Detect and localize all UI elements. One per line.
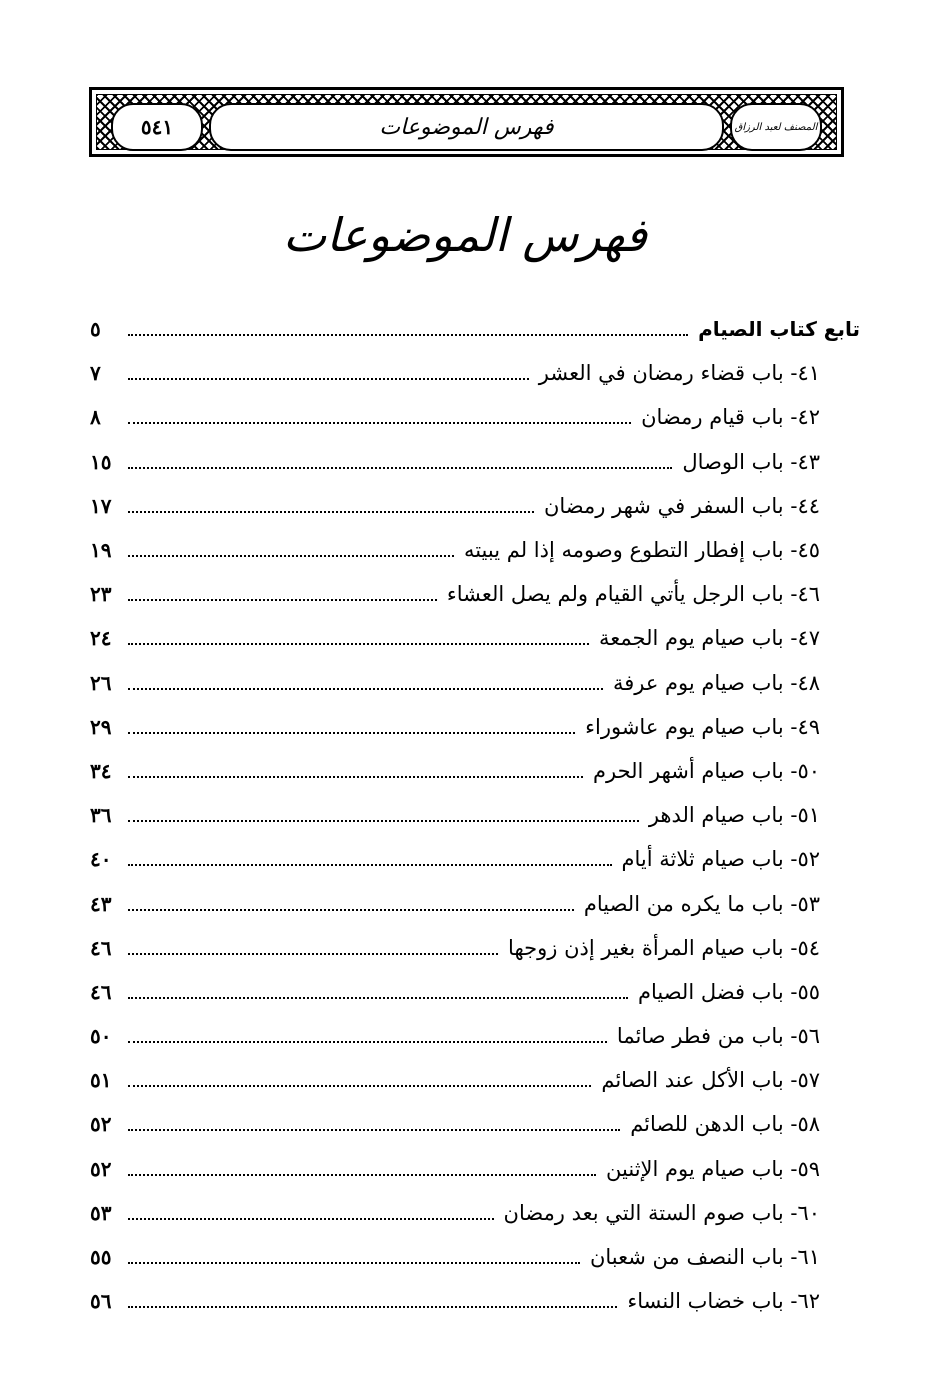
dot-leader [128,864,612,866]
toc-entry-page: ٤٦ [90,935,112,960]
toc-entry-label: ٤٤- باب السفر في شهر رمضان [538,494,820,518]
dot-leader [128,378,529,380]
toc-entry-page: ٣٦ [90,803,112,828]
dot-leader [128,1218,494,1220]
dot-leader [128,1174,596,1176]
toc-entry [90,793,860,837]
toc-entry-label: ٦٢- باب خضاب النساء [621,1289,820,1313]
toc-entry [90,1102,860,1146]
dot-leader [128,555,454,557]
toc-entry [90,1058,860,1102]
page-number-frame [111,103,203,151]
toc-entry-page: ٢٦ [90,670,112,695]
dot-leader [128,1041,607,1043]
toc-entry-label: ٤٧- باب صيام يوم الجمعة [593,626,820,650]
dot-leader [128,820,639,822]
toc-entry-page: ٥٠ [90,1024,112,1049]
running-title-frame [209,103,724,151]
table-of-contents [90,307,860,1323]
dot-leader [128,1129,620,1131]
toc-entry [90,1279,860,1323]
toc-entry [90,440,860,484]
toc-entry-page: ١٩ [90,538,112,563]
dot-leader [128,1262,580,1264]
dot-leader [128,599,437,601]
dot-leader [128,334,688,336]
toc-entry-page: ٥٥ [90,1245,112,1270]
toc-entry-label: ٥٠- باب صيام أشهر الحرم [587,759,820,783]
toc-entry-page: ٢٣ [90,582,112,607]
toc-entry-page: ٥٣ [90,1200,112,1225]
toc-entry-label: ٥٧- باب الأكل عند الصائم [595,1068,820,1092]
dot-leader [128,688,603,690]
toc-entry-page: ١٥ [90,449,112,474]
dot-leader [128,1085,591,1087]
toc-entry [90,926,860,970]
dot-leader [128,422,631,424]
toc-entry-page: ٧ [90,361,101,386]
toc-entry-page: ٢٤ [90,626,112,651]
toc-entry [90,837,860,881]
toc-entry-label: ٤١- باب قضاء رمضان في العشر [533,361,820,385]
toc-entry-label: ٤٣- باب الوصال [676,450,820,474]
toc-entry-label: ٤٨- باب صيام يوم عرفة [607,671,820,695]
toc-entry-page: ٤٣ [90,891,112,916]
running-title: فهرس الموضوعات [379,114,554,140]
toc-entry [90,970,860,1014]
toc-entry-page: ٥٢ [90,1156,112,1181]
dot-leader [128,467,672,469]
toc-entry-label: ٥٨- باب الدهن للصائم [624,1112,820,1136]
toc-entry-label: ٥٤- باب صيام المرأة بغير إذن زوجها [502,936,820,960]
toc-entry-label: ٦١- باب النصف من شعبان [584,1245,820,1269]
toc-section-heading [90,307,860,351]
toc-entry-label: ٥٢- باب صيام ثلاثة أيام [616,847,821,871]
page-number: ٥٤١ [140,115,174,139]
toc-entry-label: ٦٠- باب صوم الستة التي بعد رمضان [498,1201,820,1225]
toc-entry-label: ٥٣- باب ما يكره من الصيام [578,892,820,916]
toc-entry-page: ٥ [90,317,101,342]
toc-entry [90,1235,860,1279]
toc-entry-label: ٥١- باب صيام الدهر [643,803,820,827]
dot-leader [128,909,574,911]
dot-leader [128,643,589,645]
toc-entry-page: ٥٢ [90,1112,112,1137]
publisher-seal [730,103,822,151]
toc-entry [90,484,860,528]
toc-entry-label: ٤٢- باب قيام رمضان [635,405,820,429]
toc-entry [90,572,860,616]
toc-entry [90,616,860,660]
toc-entry [90,395,860,439]
dot-leader [128,511,534,513]
dot-leader [128,997,628,999]
dot-leader [128,1306,617,1308]
toc-entry-label: ٤٥- باب إفطار التطوع وصومه إذا لم يبيته [458,538,820,562]
toc-entry-page: ٣٤ [90,758,112,783]
dot-leader [128,776,583,778]
toc-entry-page: ١٧ [90,493,112,518]
toc-entry [90,1191,860,1235]
toc-entry-page: ٤٠ [90,847,112,872]
page-title: فهرس الموضوعات [282,208,648,262]
toc-entry-label: ٥٩- باب صيام يوم الإثنين [600,1157,820,1181]
toc-entry-page: ٢٩ [90,714,112,739]
toc-entry [90,1014,860,1058]
toc-entry [90,1147,860,1191]
toc-entry-label: ٥٦- باب من فطر صائما [611,1024,820,1048]
toc-entry-label: ٥٥- باب فضل الصيام [632,980,820,1004]
toc-entry [90,351,860,395]
dot-leader [128,953,498,955]
toc-entry [90,881,860,925]
toc-entry-label: ٤٦- باب الرجل يأتي القيام ولم يصل العشاء [441,582,820,606]
toc-entry-label: ٤٩- باب صيام يوم عاشوراء [579,715,820,739]
running-header [89,87,844,157]
toc-entry [90,661,860,705]
toc-entry-page: ٥١ [90,1068,112,1093]
ornamental-border [96,94,837,150]
toc-entry [90,705,860,749]
dot-leader [128,732,575,734]
toc-entry [90,528,860,572]
toc-entry-page: ٨ [90,405,101,430]
seal-text: المصنف لعبد الرزاق [734,121,818,133]
toc-entry [90,749,860,793]
toc-entry-page: ٤٦ [90,979,112,1004]
toc-entry-label: تابع كتاب الصيام [692,317,860,341]
toc-entry-page: ٥٦ [90,1289,112,1314]
